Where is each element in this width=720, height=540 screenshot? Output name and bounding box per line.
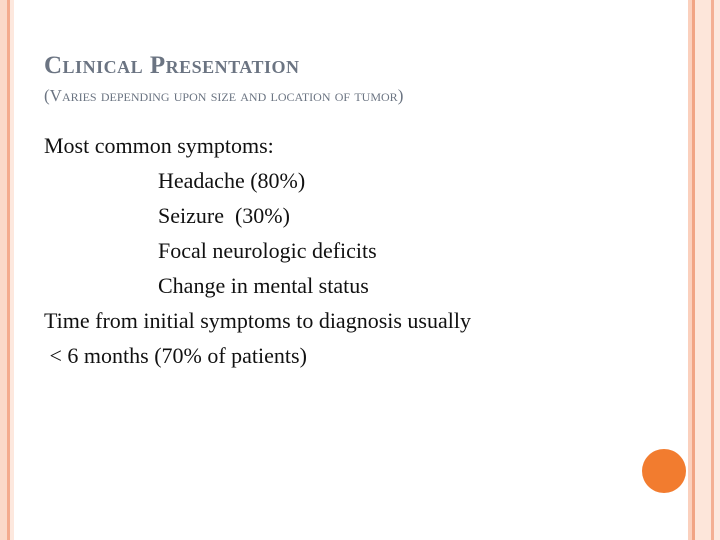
slide-title: Clinical Presentation xyxy=(44,52,300,79)
time-to-diagnosis-value: < 6 months (70% of patients) xyxy=(44,343,307,368)
time-to-diagnosis-text: Time from initial symptoms to diagnosis usually xyxy=(44,308,471,333)
decorative-circle-icon xyxy=(642,449,686,493)
slide-subtitle: (Varies depending upon size and location of tumor) xyxy=(44,86,404,105)
symptom-item: Focal neurologic deficits xyxy=(158,238,377,263)
left-border-stripe xyxy=(0,0,7,540)
right-border-stripe xyxy=(695,0,711,540)
lead-text: Most common symptoms: xyxy=(44,133,274,158)
symptom-item: Seizure (30%) xyxy=(158,203,290,228)
left-border-stripe xyxy=(10,0,14,540)
symptom-item: Headache (80%) xyxy=(158,168,306,193)
symptom-item: Change in mental status xyxy=(158,273,369,298)
right-border-stripe xyxy=(714,0,720,540)
